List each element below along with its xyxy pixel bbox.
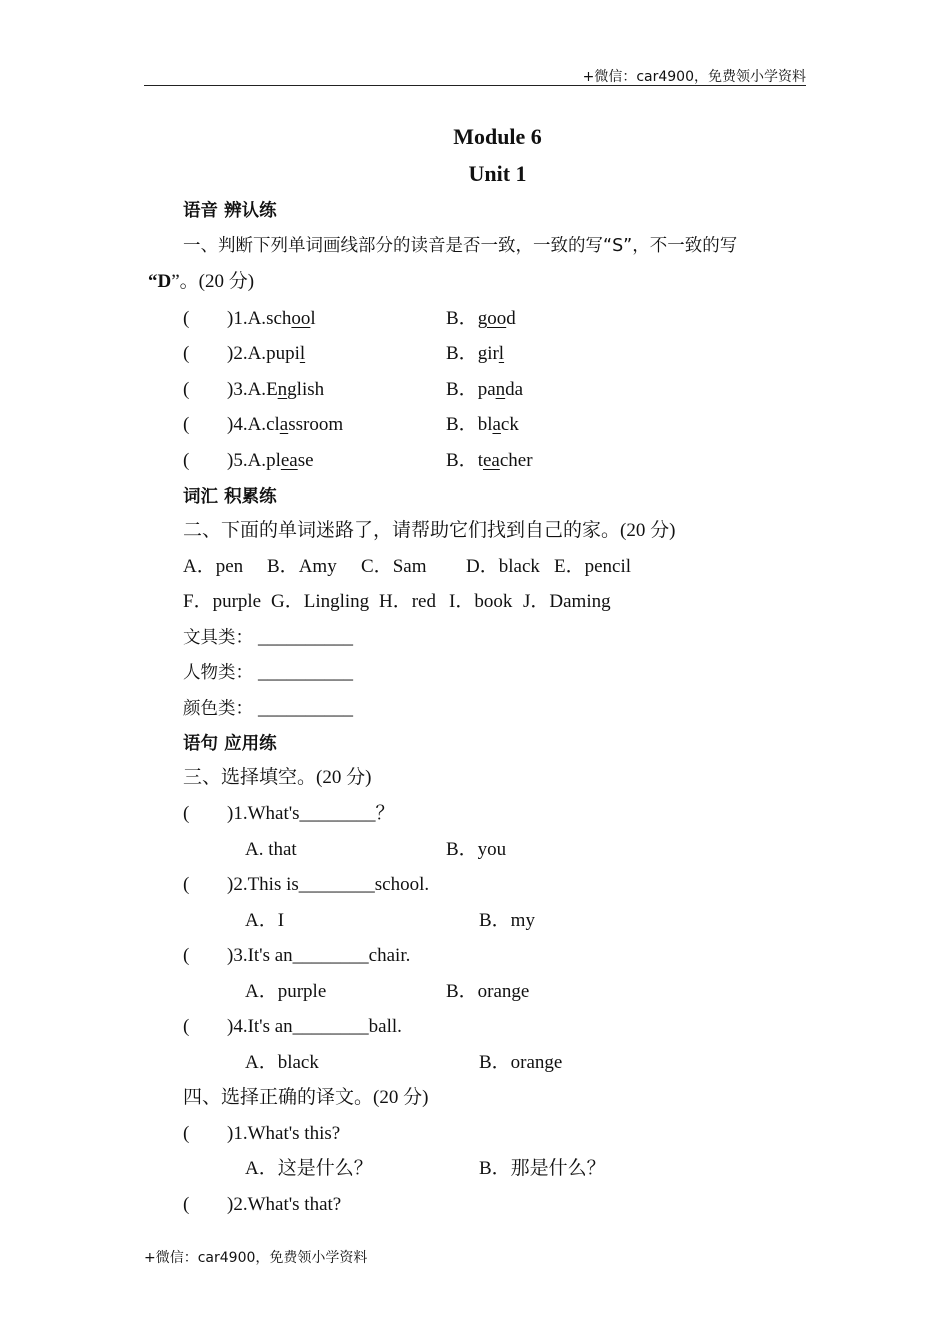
question-stem: )4.It's an________ball. [227,1016,402,1037]
vocab-word: A．pen [183,556,244,577]
vocab-word: I．book [449,591,513,612]
phonics-word-b: B．panda [446,379,524,400]
answer-paren[interactable]: ( [183,379,190,400]
vocab-word: J．Daming [523,591,611,612]
category-label: 人物类： [183,663,253,683]
phonics-instruction-line2 [148,270,254,294]
header-watermark: +微信：car4900，免费领小学资料 [582,69,806,85]
vocab-word: F．purple [183,591,262,612]
answer-paren[interactable]: ( [183,874,190,895]
vocab-word: D．black [466,556,540,577]
header-rule [144,85,806,86]
option-a: A．black [245,1052,319,1073]
phonics-word-b: B．teacher [446,450,533,471]
vocab-word: E．pencil [554,556,632,577]
footer-watermark: +微信：car4900，免费领小学资料 [144,1250,368,1266]
question-stem: )1.What's this? [227,1123,341,1144]
question-stem: )2.This is________school. [227,874,430,895]
phonics-instruction-bold-d: “D [148,271,172,292]
question-stem: )1.What's________？ [227,803,395,824]
option-b: B．orange [479,1052,563,1073]
option-a: A．I [245,910,285,931]
answer-paren[interactable]: ( [183,803,190,824]
section-heading-vocab: 词汇 积累练 [183,487,277,507]
vocab-word: H．red [379,591,436,612]
category-answer-blank[interactable]: __________ [258,662,353,683]
phonics-word-a: )1.A.school [227,308,316,329]
phonics-word-a: )4.A.classroom [227,414,344,435]
option-a: A．这是什么？ [245,1158,373,1179]
answer-paren[interactable]: ( [183,450,190,471]
answer-paren[interactable]: ( [183,1194,190,1215]
vocab-word: G．Lingling [271,591,370,612]
answer-paren[interactable]: ( [183,414,190,435]
phonics-word-b: B．black [446,414,519,435]
option-a: A．purple [245,981,327,1002]
option-b: B．you [446,839,507,860]
answer-paren[interactable]: ( [183,343,190,364]
option-b: B．my [479,910,535,931]
section-heading-phonics: 语音 辨认练 [183,201,277,221]
category-answer-blank[interactable]: __________ [258,698,353,719]
answer-paren[interactable]: ( [183,1123,190,1144]
unit-title: Unit 1 [468,161,527,186]
vocab-word: C．Sam [361,556,427,577]
answer-paren[interactable]: ( [183,308,190,329]
phonics-word-a: )2.A.pupil [227,343,306,364]
choice-instruction: 三、选择填空。(20 分) [183,767,372,788]
question-stem: )3.It's an________chair. [227,945,411,966]
category-label: 颜色类： [183,699,253,719]
category-answer-blank[interactable]: __________ [258,627,353,648]
option-b: B．orange [446,981,530,1002]
phonics-word-b: B．girl [446,343,505,364]
option-a: A. that [245,839,297,860]
phonics-word-a: )5.A.please [227,450,314,471]
section-heading-sentence: 语句 应用练 [183,734,277,754]
translation-instruction: 四、选择正确的译文。(20 分) [183,1087,429,1108]
answer-paren[interactable]: ( [183,1016,190,1037]
option-b: B．那是什么？ [479,1158,606,1179]
vocab-instruction: 二、下面的单词迷路了，请帮助它们找到自己的家。(20 分) [183,520,676,541]
vocab-word: B．Amy [267,556,337,577]
phonics-instruction-score: ”。(20 分) [171,271,255,292]
phonics-word-b: B．good [446,308,516,329]
phonics-word-a: )3.A.English [227,379,325,400]
question-stem: )2.What's that? [227,1194,342,1215]
phonics-instruction-line1: 一、判断下列单词画线部分的读音是否一致，一致的写“S”，不一致的写 [183,236,738,256]
module-title: Module 6 [453,124,542,149]
category-label: 文具类： [183,628,253,648]
answer-paren[interactable]: ( [183,945,190,966]
